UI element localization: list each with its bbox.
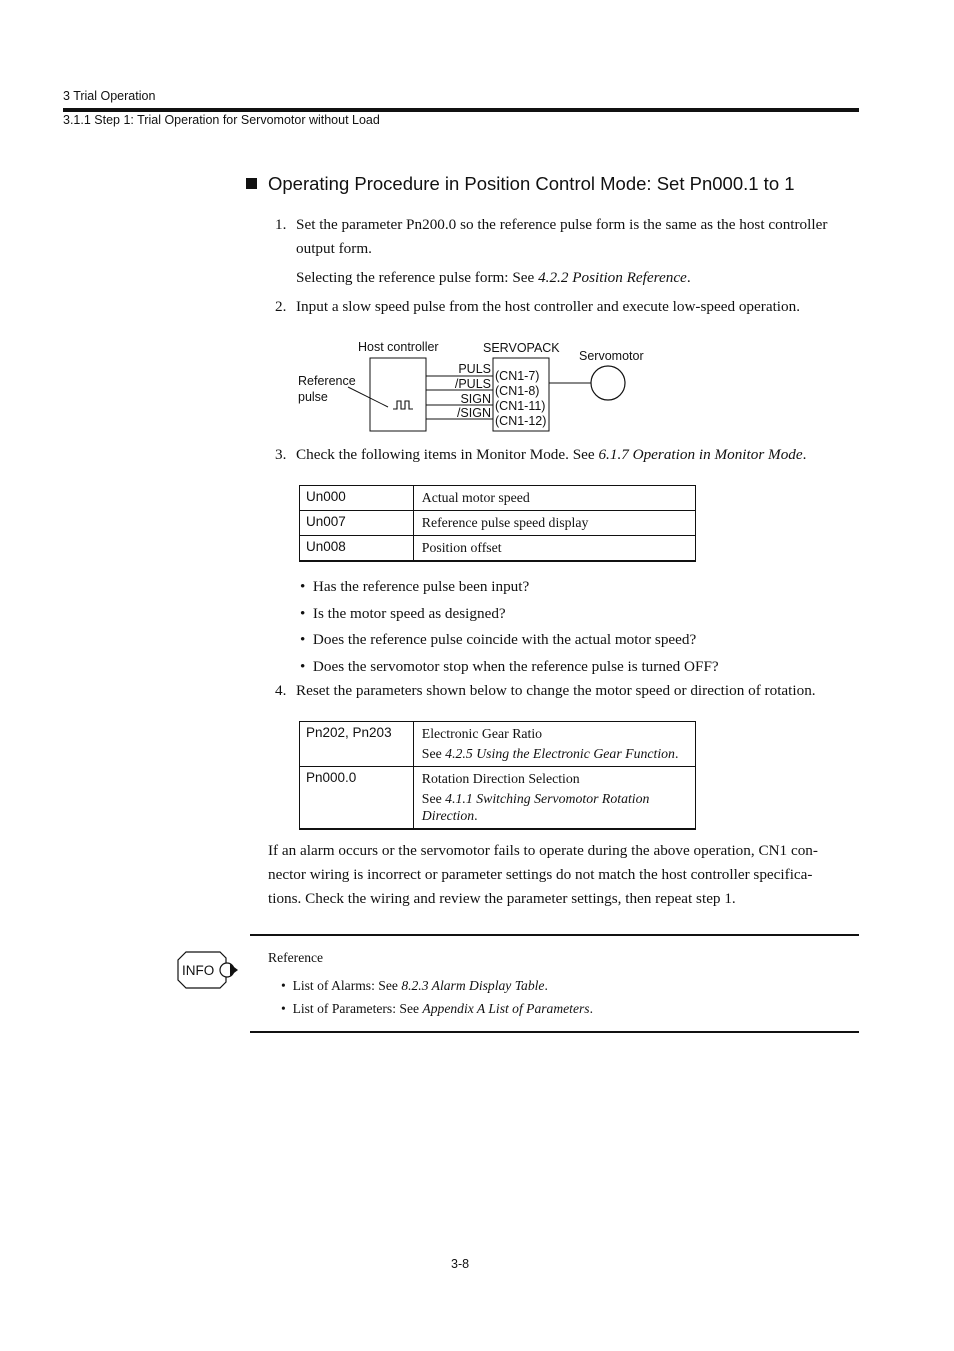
- info-item-suffix: .: [544, 978, 548, 993]
- list-item: • List of Parameters: See Appendix A List of Parameters.: [281, 1000, 593, 1016]
- signal-label: /PULS: [454, 377, 491, 391]
- monitor-code: Un000: [300, 486, 414, 511]
- check-text: Has the reference pulse been input?: [312, 578, 530, 595]
- see-prefix: See: [421, 791, 446, 806]
- table-row: [300, 511, 696, 536]
- parameter-title: Rotation Direction Selection: [421, 771, 580, 786]
- see-prefix: See: [421, 746, 446, 761]
- table-row: [300, 767, 696, 829]
- parameter-title: Electronic Gear Ratio: [421, 726, 543, 741]
- pin-label: (CN1-7): [495, 369, 540, 383]
- monitor-description: Reference pulse speed display: [413, 511, 695, 536]
- info-item-prefix: List of Alarms: See: [292, 978, 402, 993]
- step-4: [275, 679, 865, 703]
- list-item: • List of Alarms: See 8.2.3 Alarm Display Table.: [281, 978, 548, 993]
- servomotor-label: Servomotor: [579, 349, 644, 363]
- running-header-chapter: 3 Trial Operation: [63, 89, 156, 103]
- cross-reference: 6.1.7 Operation in Monitor Mode: [598, 446, 803, 463]
- info-heading: Reference: [268, 950, 324, 965]
- check-text: Does the servomotor stop when the reference pulse is turned OFF?: [312, 657, 719, 675]
- step-text-prefix: Check the following items in Monitor Mode. See: [296, 446, 599, 463]
- cross-reference: 4.2.5 Using the Electronic Gear Function: [445, 746, 675, 761]
- host-controller-box: [370, 358, 426, 431]
- paragraph-line: tions. Check the wiring and review the parameter settings, then repeat step 1.: [268, 890, 736, 907]
- reference-pulse-leader: [348, 387, 388, 407]
- table-row: [300, 536, 696, 561]
- pin-label: (CN1-11): [495, 399, 546, 413]
- servopack-label: SERVOPACK: [483, 341, 560, 355]
- step-subnote: [296, 266, 827, 290]
- list-item: • Is the motor speed as designed?: [300, 604, 506, 622]
- wiring-diagram: [290, 335, 670, 440]
- step-text: Input a slow speed pulse from the host controller and execute low-speed operation.: [296, 298, 800, 315]
- see-suffix: .: [674, 746, 679, 761]
- section-title: [246, 173, 795, 195]
- info-icon-label: INFO: [182, 963, 215, 978]
- info-item-suffix: .: [589, 1000, 593, 1016]
- subnote-suffix: .: [686, 269, 691, 286]
- running-header-section: 3.1.1 Step 1: Trial Operation for Servomotor without Load: [63, 113, 380, 127]
- cross-reference: Direction: [421, 808, 475, 823]
- parameter-table: [299, 721, 696, 830]
- list-item: • Has the reference pulse been input?: [300, 578, 530, 595]
- header-rule: [63, 108, 859, 112]
- list-item: • Does the servomotor stop when the reference pulse is turned OFF?: [300, 657, 719, 675]
- parameter-code: Pn202, Pn203: [300, 722, 414, 767]
- monitor-table: [299, 485, 696, 562]
- pin-label: (CN1-8): [495, 384, 540, 398]
- step-number: 4.: [275, 682, 287, 699]
- check-list: [300, 574, 860, 680]
- cross-reference: 8.2.3 Alarm Display Table: [401, 978, 545, 993]
- parameter-see: [422, 790, 687, 824]
- servomotor-symbol: [591, 366, 625, 400]
- parameter-see: [422, 745, 687, 763]
- parameter-code: Pn000.0: [300, 767, 414, 829]
- page-number: 3-8: [451, 1257, 470, 1271]
- parameter-description: [413, 767, 695, 829]
- step-text: [296, 213, 827, 290]
- step-number: 2.: [275, 298, 287, 315]
- square-bullet-icon: [246, 178, 257, 189]
- monitor-code: Un008: [300, 536, 414, 561]
- parameter-description: [413, 722, 695, 767]
- host-controller-label: Host controller: [358, 340, 439, 354]
- see-suffix: .: [474, 808, 478, 823]
- info-list: [281, 975, 593, 1020]
- info-bottom-rule: [250, 1031, 859, 1033]
- monitor-description: Actual motor speed: [413, 486, 695, 511]
- signal-label: /SIGN: [456, 406, 491, 420]
- reference-pulse-label: pulse: [298, 390, 328, 404]
- monitor-description: Position offset: [413, 536, 695, 561]
- step-2: [275, 295, 865, 319]
- check-text: Does the reference pulse coincide with the actual motor speed?: [312, 631, 697, 648]
- signal-label: PULS: [458, 362, 491, 376]
- cross-reference: Appendix A List of Parameters: [422, 1000, 590, 1016]
- list-item: • Does the reference pulse coincide with the actual motor speed?: [300, 631, 697, 648]
- signal-label: SIGN: [460, 392, 491, 406]
- section-title-text: Operating Procedure in Position Control Mode: Set Pn000.1 to 1: [268, 173, 795, 194]
- alarm-paragraph: [268, 839, 863, 911]
- monitor-code: Un007: [300, 511, 414, 536]
- reference-pulse-label: Reference: [298, 374, 356, 388]
- check-text: Is the motor speed as designed?: [312, 604, 506, 622]
- paragraph-line: If an alarm occurs or the servomotor fails to operate during the above operation, CN1 con-: [268, 842, 818, 859]
- table-row: [300, 722, 696, 767]
- step-text-line: Set the parameter Pn200.0 so the reference pulse form is the same as the host controller: [296, 216, 828, 233]
- step-number: 3.: [275, 446, 287, 463]
- info-top-rule: [250, 934, 859, 936]
- cross-reference: 4.1.1 Switching Servomotor Rotation: [445, 791, 650, 806]
- step-3: [275, 443, 865, 467]
- info-icon: [176, 950, 242, 990]
- paragraph-line: nector wiring is incorrect or parameter settings do not match the host controller specifica-: [268, 866, 813, 883]
- table-row: [300, 486, 696, 511]
- cross-reference: 4.2.2 Position Reference: [538, 269, 687, 286]
- info-item-prefix: List of Parameters: See: [292, 1000, 423, 1016]
- step-text: [296, 443, 806, 467]
- pin-label: (CN1-12): [495, 414, 547, 428]
- step-1: [275, 213, 865, 293]
- pulse-waveform-icon: [393, 401, 413, 409]
- step-text: Reset the parameters shown below to change the motor speed or direction of rotation.: [296, 682, 816, 699]
- step-number: 1.: [275, 216, 287, 233]
- subnote-prefix: Selecting the reference pulse form: See: [296, 269, 539, 286]
- step-text-suffix: .: [802, 446, 807, 463]
- step-text-line: output form.: [296, 240, 372, 257]
